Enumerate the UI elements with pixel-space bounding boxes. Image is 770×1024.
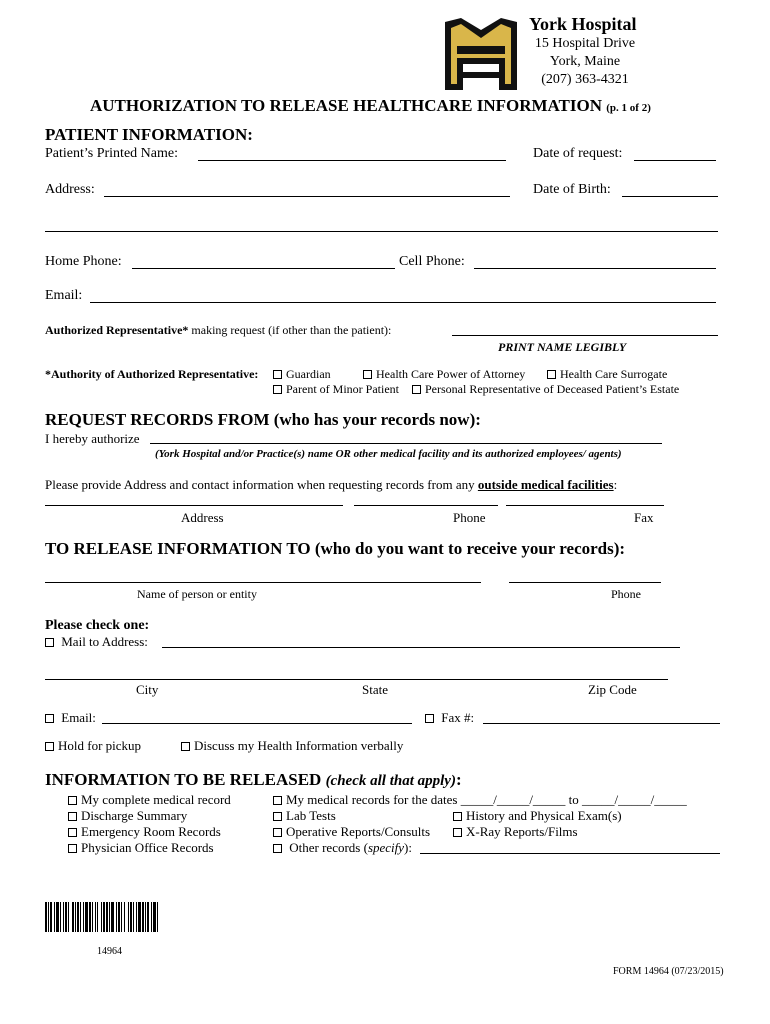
city-caption: City xyxy=(136,682,159,697)
hospital-phone: (207) 363-4321 xyxy=(541,72,629,87)
hp-label: History and Physical Exam(s) xyxy=(466,808,622,823)
discharge-checkbox[interactable] xyxy=(68,812,77,821)
hold-label: Hold for pickup xyxy=(58,738,142,753)
zip-caption: Zip Code xyxy=(588,682,637,697)
operative-option[interactable] xyxy=(273,824,430,840)
authorize-label: I hereby authorize xyxy=(45,431,140,446)
date-of-request-label: Date of request: xyxy=(533,146,623,161)
facility-address-field[interactable] xyxy=(45,505,343,506)
check-one-label: Please check one: xyxy=(45,618,150,633)
mail-label: Mail to Address: xyxy=(61,634,148,649)
lab-option[interactable] xyxy=(273,808,336,824)
lab-label: Lab Tests xyxy=(286,808,336,823)
records-dates-label: My medical records for the dates _____/_____/_____ to _____/_____/_____ xyxy=(286,792,687,807)
facility-address-caption: Address xyxy=(181,510,224,525)
physician-label: Physician Office Records xyxy=(81,840,214,855)
facility-phone-field[interactable] xyxy=(354,505,498,506)
request-from-heading: REQUEST RECORDS FROM (who has your records now): xyxy=(45,410,481,429)
patient-info-heading: PATIENT INFORMATION: xyxy=(45,125,253,144)
complete-record-label: My complete medical record xyxy=(81,792,231,807)
home-phone-field[interactable] xyxy=(132,268,395,269)
date-of-request-field[interactable] xyxy=(634,160,716,161)
surrogate-checkbox[interactable] xyxy=(547,370,556,379)
instruction-colon: : xyxy=(613,477,618,492)
guardian-option[interactable] xyxy=(273,367,331,382)
other-records-field[interactable] xyxy=(420,853,720,854)
print-legibly-note: PRINT NAME LEGIBLY xyxy=(498,340,627,354)
mail-option[interactable] xyxy=(45,634,148,650)
recipient-name-caption: Name of person or entity xyxy=(137,587,257,601)
physician-checkbox[interactable] xyxy=(68,844,77,853)
city-state-zip-field[interactable] xyxy=(45,679,668,680)
york-hospital-logo xyxy=(443,16,519,92)
instruction-emphasis: outside medical facilities xyxy=(477,477,614,492)
info-heading-italic: (check all that apply) xyxy=(325,773,456,789)
guardian-option-label: Guardian xyxy=(286,367,331,381)
hold-checkbox[interactable] xyxy=(45,742,54,751)
auth-rep-name-field[interactable] xyxy=(452,335,718,336)
other-label-post: ): xyxy=(404,840,412,855)
email-checkbox[interactable] xyxy=(45,714,54,723)
barcode-image xyxy=(45,902,187,932)
er-label: Emergency Room Records xyxy=(81,824,221,839)
email-option[interactable] xyxy=(45,710,96,726)
records-dates-option[interactable] xyxy=(273,792,687,808)
address-line-2-field[interactable] xyxy=(45,231,718,232)
guardian-checkbox[interactable] xyxy=(273,370,282,379)
info-heading xyxy=(45,770,462,790)
complete-record-option[interactable] xyxy=(68,792,231,808)
discuss-checkbox[interactable] xyxy=(181,742,190,751)
patient-name-field[interactable] xyxy=(198,160,506,161)
surrogate-option[interactable] xyxy=(547,367,667,382)
cell-phone-field[interactable] xyxy=(474,268,716,269)
hospital-address-2: York, Maine xyxy=(549,54,621,69)
xray-option[interactable] xyxy=(453,824,578,840)
patient-name-label: Patient’s Printed Name: xyxy=(45,146,178,161)
release-fax-field[interactable] xyxy=(483,723,720,724)
complete-record-checkbox[interactable] xyxy=(68,796,77,805)
other-label-specify: specify xyxy=(367,840,405,855)
barcode-number: 14964 xyxy=(97,946,122,957)
hospital-name: York Hospital xyxy=(529,14,637,34)
physician-option[interactable] xyxy=(68,840,214,856)
auth-rep-label-bold: Authorized Representative* xyxy=(45,323,189,337)
dob-field[interactable] xyxy=(622,196,718,197)
lab-checkbox[interactable] xyxy=(273,812,282,821)
fax-option[interactable] xyxy=(425,710,474,726)
discharge-label: Discharge Summary xyxy=(81,808,188,823)
discuss-label: Discuss my Health Information verbally xyxy=(194,738,404,753)
hcpoa-checkbox[interactable] xyxy=(363,370,372,379)
discuss-option[interactable] xyxy=(181,738,403,754)
email-field[interactable] xyxy=(90,302,716,303)
personal-rep-option-label: Personal Representative of Deceased Patient’s Estate xyxy=(425,382,680,396)
personal-rep-option[interactable] xyxy=(412,382,679,397)
info-heading-main: INFORMATION TO BE RELEASED xyxy=(45,770,322,789)
instruction-text: Please provide Address and contact information when requesting records from any xyxy=(45,477,478,492)
auth-rep-label-rest: making request (if other than the patient): xyxy=(188,323,392,337)
release-fax-label: Fax #: xyxy=(441,710,475,725)
other-checkbox[interactable] xyxy=(273,844,282,853)
hold-option[interactable] xyxy=(45,738,141,754)
records-dates-checkbox[interactable] xyxy=(273,796,282,805)
operative-checkbox[interactable] xyxy=(273,828,282,837)
xray-label: X-Ray Reports/Films xyxy=(466,824,578,839)
email-label: Email: xyxy=(45,288,83,303)
personal-rep-checkbox[interactable] xyxy=(412,385,421,394)
authorize-field[interactable] xyxy=(150,443,662,444)
er-checkbox[interactable] xyxy=(68,828,77,837)
parent-checkbox[interactable] xyxy=(273,385,282,394)
other-label-pre: Other records ( xyxy=(289,840,368,855)
surrogate-option-label: Health Care Surrogate xyxy=(560,367,668,381)
address-field[interactable] xyxy=(104,196,510,197)
info-heading-colon: : xyxy=(455,770,462,789)
parent-option-label: Parent of Minor Patient xyxy=(286,382,399,396)
recipient-phone-field[interactable] xyxy=(509,582,661,583)
mail-checkbox[interactable] xyxy=(45,638,54,647)
recipient-phone-caption: Phone xyxy=(611,587,641,601)
hp-checkbox[interactable] xyxy=(453,812,462,821)
cell-phone-label: Cell Phone: xyxy=(399,254,465,269)
facility-fax-field[interactable] xyxy=(506,505,664,506)
hcpoa-option-label: Health Care Power of Attorney xyxy=(376,367,526,381)
release-to-heading: TO RELEASE INFORMATION TO (who do you want to receive your records): xyxy=(45,539,626,558)
other-option[interactable] xyxy=(273,840,412,856)
fax-checkbox[interactable] xyxy=(425,714,434,723)
mail-address-field[interactable] xyxy=(162,647,680,648)
parent-option[interactable] xyxy=(273,382,399,397)
address-label: Address: xyxy=(45,182,95,197)
outside-facilities-instruction xyxy=(45,477,617,493)
form-title xyxy=(90,96,651,116)
form-id: FORM 14964 (07/23/2015) xyxy=(613,966,724,977)
page-indicator: (p. 1 of 2) xyxy=(606,102,651,114)
discharge-option[interactable] xyxy=(68,808,187,824)
authority-label: *Authority of Authorized Representative: xyxy=(45,367,259,381)
form-title-main: AUTHORIZATION TO RELEASE HEALTHCARE INFORMATION xyxy=(90,96,602,115)
facility-fax-caption: Fax xyxy=(634,510,654,525)
home-phone-label: Home Phone: xyxy=(45,254,122,269)
auth-rep-label xyxy=(45,323,391,338)
er-option[interactable] xyxy=(68,824,221,840)
facility-phone-caption: Phone xyxy=(453,510,486,525)
recipient-name-field[interactable] xyxy=(45,582,481,583)
state-caption: State xyxy=(362,682,388,697)
hp-option[interactable] xyxy=(453,808,622,824)
authorize-note: (York Hospital and/or Practice(s) name OR other medical facility and its authorized employees/ agents) xyxy=(155,448,622,460)
release-email-field[interactable] xyxy=(102,723,412,724)
xray-checkbox[interactable] xyxy=(453,828,462,837)
dob-label: Date of Birth: xyxy=(533,182,611,197)
hcpoa-option[interactable] xyxy=(363,367,525,382)
hospital-address-1: 15 Hospital Drive xyxy=(534,36,636,51)
operative-label: Operative Reports/Consults xyxy=(286,824,431,839)
release-email-label: Email: xyxy=(61,710,96,725)
